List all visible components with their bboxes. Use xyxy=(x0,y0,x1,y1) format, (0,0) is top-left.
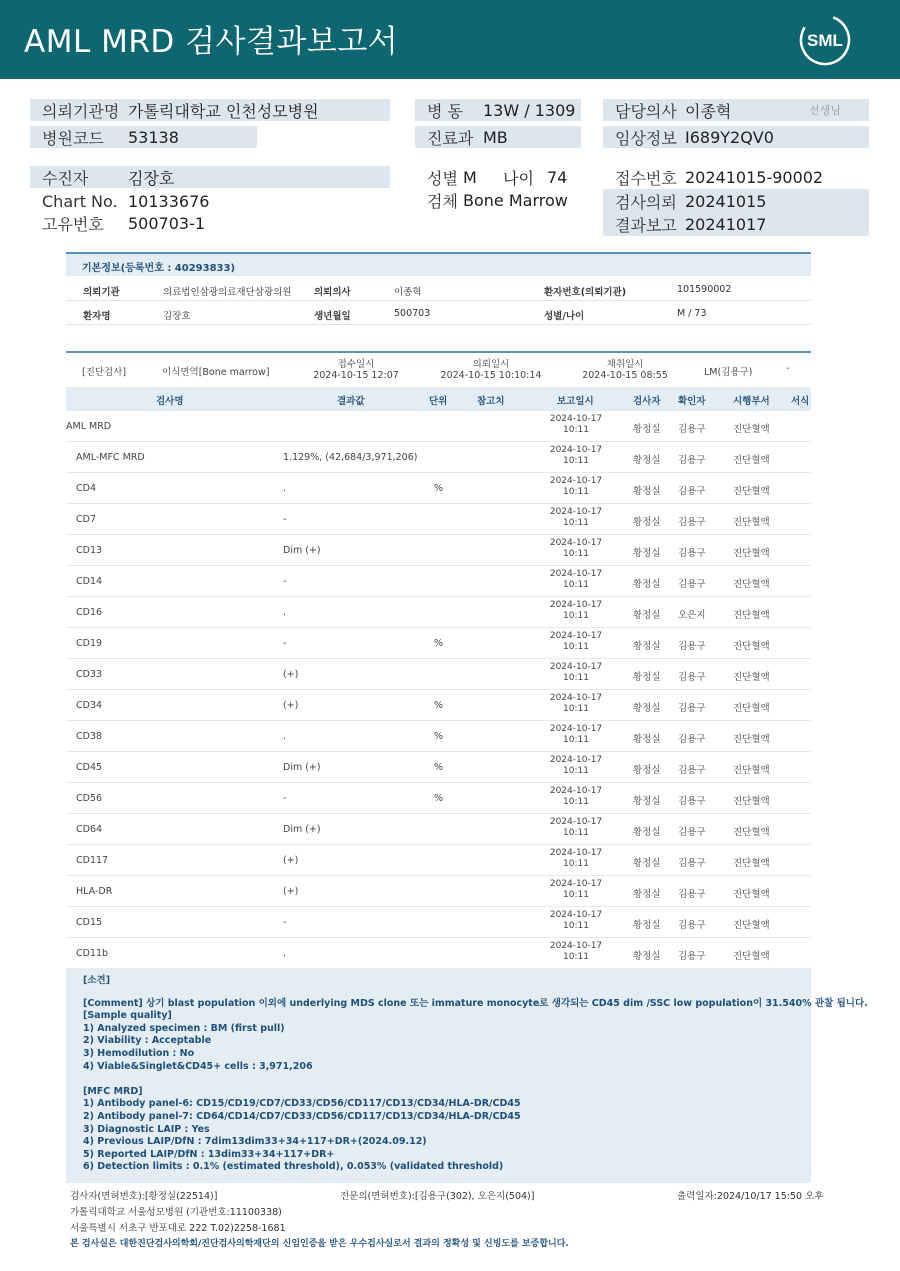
cell-tester: 황정실 xyxy=(633,920,661,931)
cell-department: 진단혈액 xyxy=(733,951,770,962)
doctor-label: 담당의사 xyxy=(615,101,677,121)
footer-printed: 출력일자:2024/10/17 15:50 오후 xyxy=(677,1191,824,1202)
cell-checker: 김용구 xyxy=(678,703,706,714)
table-row xyxy=(66,814,811,845)
report-date: 2024-10-17 xyxy=(549,631,603,641)
sex-label: 성별 xyxy=(427,168,458,188)
specimen-value: Bone Marrow xyxy=(463,190,568,210)
report-time: 10:11 xyxy=(563,797,589,807)
report-title: AML MRD 검사결과보고서 xyxy=(24,24,399,60)
diagnostic-info-row xyxy=(66,351,811,387)
comment-line: [Sample quality] xyxy=(83,1010,172,1022)
report-date: 2024-10-17 xyxy=(549,724,603,734)
report-time: 10:11 xyxy=(563,425,589,435)
cell-department: 진단혈액 xyxy=(733,579,770,590)
report-time: 10:11 xyxy=(563,704,589,714)
comment-line: 3) Diagnostic LAIP : Yes xyxy=(83,1123,210,1135)
cell-report-time xyxy=(541,693,611,715)
cell-department: 진단혈액 xyxy=(733,734,770,745)
comment-line: 4) Previous LAIP/DfN : 7dim13dim33+34+117+DR+(2024.09.12) xyxy=(83,1136,427,1148)
report-date: 2024-10-17 xyxy=(549,879,603,889)
patient-label: 수진자 xyxy=(42,168,89,188)
comment-line: 6) Detection limits : 0.1% (estimated threshold), 0.053% (validated threshold) xyxy=(83,1161,504,1173)
cell-report-time xyxy=(541,600,611,622)
cell-checker: 김용구 xyxy=(678,765,706,776)
col-test-name: 검사명 xyxy=(156,396,184,407)
report-time: 10:11 xyxy=(563,735,589,745)
cell-unit: % xyxy=(434,483,444,494)
cell-department: 진단혈액 xyxy=(733,610,770,621)
cell-test-name: AML-MFC MRD xyxy=(76,452,145,463)
col-form: 서식 xyxy=(791,396,810,407)
cell-tester: 황정실 xyxy=(633,827,661,838)
cell-department: 진단혈액 xyxy=(733,889,770,900)
comment-line: 2) Viability : Acceptable xyxy=(83,1035,212,1047)
unique-id-row xyxy=(30,212,390,234)
cell-result: . xyxy=(283,948,287,959)
cell-department: 진단혈액 xyxy=(733,858,770,869)
req-doctor-label: 의뢰의사 xyxy=(314,287,351,298)
test-request-row xyxy=(603,189,869,213)
basic-info-title: 기본정보(등록번호 : 40293833) xyxy=(66,252,811,276)
cell-checker: 김용구 xyxy=(678,796,706,807)
cell-result: . xyxy=(283,607,287,618)
patient-row xyxy=(30,166,390,188)
patient-no-label: 환자번호(의뢰기관) xyxy=(544,287,627,298)
department-label: 진료과 xyxy=(427,128,474,148)
report-time: 10:11 xyxy=(563,611,589,621)
received-time-label: 접수일시 xyxy=(337,359,375,370)
comment-line: 5) Reported LAIP/DfN : 13dim33+34+117+DR+ xyxy=(83,1148,335,1160)
results-table-header xyxy=(66,387,811,411)
table-row xyxy=(66,907,811,938)
table-row xyxy=(66,938,811,969)
diag-specimen: 이식면역[Bone marrow] xyxy=(162,367,270,378)
comment-lines xyxy=(83,997,868,1174)
report-date: 2024-10-17 xyxy=(549,848,603,858)
cell-result: (+) xyxy=(283,855,299,866)
inst-label: 의뢰기관 xyxy=(83,287,120,298)
report-date: 2024-10-17 xyxy=(549,817,603,827)
cell-department: 진단혈액 xyxy=(733,517,770,528)
cell-checker: 김용구 xyxy=(678,889,706,900)
cell-report-time xyxy=(541,445,611,467)
footer-certification: 본 검사실은 대한진단검사의학회/진단검사의학재단의 신임인증을 받은 우수검사실로서 결과의 정확성 및 신빙도를 보증합니다. xyxy=(70,1239,569,1249)
cell-result: . xyxy=(283,483,287,494)
cell-result: - xyxy=(283,514,287,525)
report-date: 2024-10-17 xyxy=(549,569,603,579)
report-time: 10:11 xyxy=(563,859,589,869)
chart-no-value: 10133676 xyxy=(128,191,210,211)
cell-department: 진단혈액 xyxy=(733,641,770,652)
report-time: 10:11 xyxy=(563,549,589,559)
cell-report-time xyxy=(541,817,611,839)
cell-result: - xyxy=(283,793,287,804)
request-institution-value: 가톨릭대학교 인천성모병원 xyxy=(128,101,319,121)
request-institution-row xyxy=(30,99,390,121)
chart-no-row xyxy=(30,190,390,212)
report-time: 10:11 xyxy=(563,828,589,838)
report-time: 10:11 xyxy=(563,890,589,900)
cell-test-name: CD117 xyxy=(76,855,109,866)
cell-tester: 황정실 xyxy=(633,610,661,621)
diag-doctor: LM(김용구) xyxy=(704,367,753,378)
cell-tester: 황정실 xyxy=(633,455,661,466)
cell-test-name: CD64 xyxy=(76,824,103,835)
basic-info-row-2 xyxy=(66,301,811,325)
cell-result: Dim (+) xyxy=(283,824,321,835)
report-date: 2024-10-17 xyxy=(549,910,603,920)
cell-result: Dim (+) xyxy=(283,762,321,773)
cell-tester: 황정실 xyxy=(633,765,661,776)
cell-unit: % xyxy=(434,638,444,649)
cell-test-name: CD4 xyxy=(76,483,96,494)
table-row xyxy=(66,783,811,814)
cell-test-name: CD33 xyxy=(76,669,103,680)
cell-test-name: AML MRD xyxy=(66,421,112,432)
report-date: 2024-10-17 xyxy=(549,507,603,517)
comment-line xyxy=(83,1073,794,1086)
cell-checker: 김용구 xyxy=(678,455,706,466)
comment-section xyxy=(66,968,868,1183)
receipt-row xyxy=(603,166,869,188)
diag-dash: - xyxy=(786,363,790,374)
col-unit: 단위 xyxy=(429,396,448,407)
report-date: 2024-10-17 xyxy=(549,662,603,672)
table-row xyxy=(66,411,811,442)
basic-info-row-1 xyxy=(66,277,811,301)
cell-checker: 김용구 xyxy=(678,548,706,559)
cell-report-time xyxy=(541,910,611,932)
cell-checker: 김용구 xyxy=(678,858,706,869)
table-row xyxy=(66,535,811,566)
cell-unit: % xyxy=(434,731,444,742)
footer-specialist: 전문의(면허번호):[김용구(302), 오은지(504)] xyxy=(340,1191,535,1202)
cell-test-name: CD56 xyxy=(76,793,103,804)
age-value: 74 xyxy=(547,167,568,187)
cell-department: 진단혈액 xyxy=(733,703,770,714)
cell-report-time xyxy=(541,848,611,870)
col-report-time: 보고일시 xyxy=(557,396,594,407)
footer-hospital: 가톨릭대학교 서울성모병원 (기관번호:11100338) xyxy=(70,1207,282,1218)
cell-checker: 김용구 xyxy=(678,486,706,497)
cell-test-name: CD13 xyxy=(76,545,103,556)
cell-tester: 황정실 xyxy=(633,889,661,900)
comment-line: 4) Viable&Singlet&CD45+ cells : 3,971,206 xyxy=(83,1060,313,1072)
sex-value: M xyxy=(463,167,477,187)
department-row xyxy=(415,126,581,148)
comment-line: 3) Hemodilution : No xyxy=(83,1047,195,1059)
cell-tester: 황정실 xyxy=(633,951,661,962)
table-row xyxy=(66,628,811,659)
cell-department: 진단혈액 xyxy=(733,455,770,466)
cell-report-time xyxy=(541,879,611,901)
cell-report-time xyxy=(541,786,611,808)
doctor-row xyxy=(603,99,869,121)
cell-result: - xyxy=(283,638,287,649)
cell-checker: 김용구 xyxy=(678,951,706,962)
hospital-code-row xyxy=(30,126,257,148)
cell-test-name: CD16 xyxy=(76,607,103,618)
comment-line: 1) Antibody panel-6: CD15/CD19/CD7/CD33/CD56/CD117/CD13/CD34/HLA-DR/CD45 xyxy=(83,1098,521,1110)
cell-test-name: CD45 xyxy=(76,762,103,773)
cell-department: 진단혈액 xyxy=(733,765,770,776)
inst-value: 의료법인삼광의료재단삼광의원 xyxy=(163,287,292,298)
table-row xyxy=(66,504,811,535)
cell-tester: 황정실 xyxy=(633,672,661,683)
cell-report-time xyxy=(541,569,611,591)
col-reference: 참고치 xyxy=(477,396,505,407)
sex-age-row xyxy=(415,166,595,188)
request-institution-label: 의뢰기관명 xyxy=(42,101,120,121)
cell-test-name: CD38 xyxy=(76,731,103,742)
unique-id-value: 500703-1 xyxy=(128,213,206,233)
cell-result: (+) xyxy=(283,886,299,897)
cell-checker: 김용구 xyxy=(678,641,706,652)
cell-checker: 김용구 xyxy=(678,424,706,435)
cell-tester: 황정실 xyxy=(633,641,661,652)
ward-value: 13W / 1309 xyxy=(483,100,576,120)
cell-department: 진단혈액 xyxy=(733,672,770,683)
cell-checker: 김용구 xyxy=(678,579,706,590)
cell-unit: % xyxy=(434,793,444,804)
cell-report-time xyxy=(541,414,611,436)
report-time: 10:11 xyxy=(563,952,589,962)
comment-line: [Comment] 상기 blast population 이외에 underlying MDS clone 또는 immature monocyte로 생각되는 CD45 dim /SSC low population이 31.540% 관찰 됩니다. xyxy=(83,997,868,1009)
receipt-value: 20241015-90002 xyxy=(685,167,824,187)
result-report-label: 결과보고 xyxy=(615,216,677,235)
cell-tester: 황정실 xyxy=(633,579,661,590)
cell-tester: 황정실 xyxy=(633,424,661,435)
report-time: 10:11 xyxy=(563,580,589,590)
cell-department: 진단혈액 xyxy=(733,796,770,807)
cell-report-time xyxy=(541,662,611,684)
ward-label: 병 동 xyxy=(427,101,463,121)
cell-tester: 황정실 xyxy=(633,796,661,807)
result-report-row xyxy=(603,213,869,236)
footer-tester: 검사자(면허번호):[황정실(22514)] xyxy=(70,1191,218,1202)
table-row xyxy=(66,721,811,752)
cell-tester: 황정실 xyxy=(633,548,661,559)
svg-text:SML: SML xyxy=(807,31,843,50)
cell-unit: % xyxy=(434,762,444,773)
chart-no-label: Chart No. xyxy=(42,191,118,211)
cell-result: Dim (+) xyxy=(283,545,321,556)
cell-result: (+) xyxy=(283,669,299,680)
cell-result: . xyxy=(283,731,287,742)
clinical-info-value: I689Y2QV0 xyxy=(685,127,774,147)
table-row xyxy=(66,659,811,690)
report-date: 2024-10-17 xyxy=(549,538,603,548)
cell-checker: 김용구 xyxy=(678,920,706,931)
specimen-label: 검체 xyxy=(427,191,458,211)
dob-label: 생년월일 xyxy=(314,311,351,322)
cell-tester: 황정실 xyxy=(633,703,661,714)
comment-line: 2) Antibody panel-7: CD64/CD14/CD7/CD33/CD56/CD117/CD13/CD34/HLA-DR/CD45 xyxy=(83,1110,521,1122)
cell-test-name: CD19 xyxy=(76,638,103,649)
footer-address: 서울특별시 서초구 반포대로 222 T.02)2258-1681 xyxy=(70,1223,286,1234)
clinical-info-row xyxy=(603,126,869,148)
report-date: 2024-10-17 xyxy=(549,693,603,703)
doctor-value: 이종혁 xyxy=(685,101,732,121)
table-row xyxy=(66,473,811,504)
comment-title: [소견] xyxy=(83,975,111,986)
comment-line: [MFC MRD] xyxy=(83,1085,143,1097)
report-date: 2024-10-17 xyxy=(549,476,603,486)
table-row xyxy=(66,442,811,473)
cell-department: 진단혈액 xyxy=(733,486,770,497)
table-row xyxy=(66,752,811,783)
table-row xyxy=(66,566,811,597)
cell-test-name: CD7 xyxy=(76,514,96,525)
report-date: 2024-10-17 xyxy=(549,941,603,951)
cell-test-name: CD14 xyxy=(76,576,103,587)
cell-department: 진단혈액 xyxy=(733,424,770,435)
cell-checker: 오은지 xyxy=(678,610,706,621)
col-tester: 검사자 xyxy=(633,396,661,407)
dob-value: 500703 xyxy=(394,308,431,319)
patient-name-label: 환자명 xyxy=(83,311,111,322)
req-doctor-value: 이종혁 xyxy=(394,287,422,298)
hospital-code-label: 병원코드 xyxy=(42,128,104,148)
cell-report-time xyxy=(541,631,611,653)
cell-report-time xyxy=(541,538,611,560)
department-value: MB xyxy=(483,127,508,147)
sex-age-value: M / 73 xyxy=(677,308,707,319)
cell-test-name: CD11b xyxy=(76,948,109,959)
comment-line: 1) Analyzed specimen : BM (first pull) xyxy=(83,1022,285,1034)
sex-age-label: 성별/나이 xyxy=(544,311,585,322)
cell-tester: 황정실 xyxy=(633,858,661,869)
table-row xyxy=(66,690,811,721)
request-time-value: 2024-10-15 10:10:14 xyxy=(440,370,542,381)
sml-logo-icon xyxy=(798,13,852,67)
received-time-value: 2024-10-15 12:07 xyxy=(313,370,399,381)
report-header xyxy=(0,0,900,79)
col-result: 결과값 xyxy=(337,396,365,407)
specimen-row xyxy=(415,189,595,211)
patient-no-value: 101590002 xyxy=(677,284,732,295)
age-label: 나이 xyxy=(503,168,534,188)
report-date: 2024-10-17 xyxy=(549,445,603,455)
report-time: 10:11 xyxy=(563,642,589,652)
col-department: 시행부서 xyxy=(733,396,770,407)
report-time: 10:11 xyxy=(563,456,589,466)
clinical-info-label: 임상정보 xyxy=(615,128,677,148)
cell-department: 진단혈액 xyxy=(733,548,770,559)
hospital-code-value: 53138 xyxy=(128,127,179,147)
cell-result: 1.129%, (42,684/3,971,206) xyxy=(283,452,418,463)
cell-department: 진단혈액 xyxy=(733,920,770,931)
receipt-label: 접수번호 xyxy=(615,168,677,188)
report-time: 10:11 xyxy=(563,921,589,931)
cell-tester: 황정실 xyxy=(633,517,661,528)
table-row xyxy=(66,876,811,907)
cell-checker: 김용구 xyxy=(678,517,706,528)
cell-unit: % xyxy=(434,700,444,711)
collection-time-label: 채취일시 xyxy=(606,359,644,370)
cell-tester: 황정실 xyxy=(633,486,661,497)
cell-tester: 황정실 xyxy=(633,734,661,745)
result-report-value: 20241017 xyxy=(685,215,767,234)
report-time: 10:11 xyxy=(563,766,589,776)
table-row xyxy=(66,845,811,876)
cell-report-time xyxy=(541,755,611,777)
cell-report-time xyxy=(541,507,611,529)
cell-report-time xyxy=(541,724,611,746)
diag-label: [진단검사] xyxy=(82,367,127,378)
report-time: 10:11 xyxy=(563,673,589,683)
cell-checker: 김용구 xyxy=(678,827,706,838)
doctor-suffix: 선생님 xyxy=(809,104,841,117)
report-time: 10:11 xyxy=(563,518,589,528)
request-time-label: 의뢰일시 xyxy=(472,359,510,370)
cell-checker: 김용구 xyxy=(678,734,706,745)
collection-time-value: 2024-10-15 08:55 xyxy=(582,370,668,381)
cell-result: (+) xyxy=(283,700,299,711)
test-request-value: 20241015 xyxy=(685,191,767,211)
cell-result: - xyxy=(283,917,287,928)
report-date: 2024-10-17 xyxy=(549,786,603,796)
patient-value: 김장호 xyxy=(128,168,175,188)
cell-report-time xyxy=(541,941,611,963)
cell-test-name: HLA-DR xyxy=(76,886,113,897)
cell-test-name: CD34 xyxy=(76,700,103,711)
cell-test-name: CD15 xyxy=(76,917,103,928)
report-date: 2024-10-17 xyxy=(549,414,603,424)
cell-department: 진단혈액 xyxy=(733,827,770,838)
cell-checker: 김용구 xyxy=(678,672,706,683)
report-time: 10:11 xyxy=(563,487,589,497)
report-date: 2024-10-17 xyxy=(549,600,603,610)
patient-name-value: 김장호 xyxy=(163,311,191,322)
ward-row xyxy=(415,99,581,121)
table-row xyxy=(66,597,811,628)
test-request-label: 검사의뢰 xyxy=(615,192,677,212)
cell-result: - xyxy=(283,576,287,587)
col-checker: 확인자 xyxy=(678,396,706,407)
unique-id-label: 고유번호 xyxy=(42,214,104,234)
cell-report-time xyxy=(541,476,611,498)
report-date: 2024-10-17 xyxy=(549,755,603,765)
